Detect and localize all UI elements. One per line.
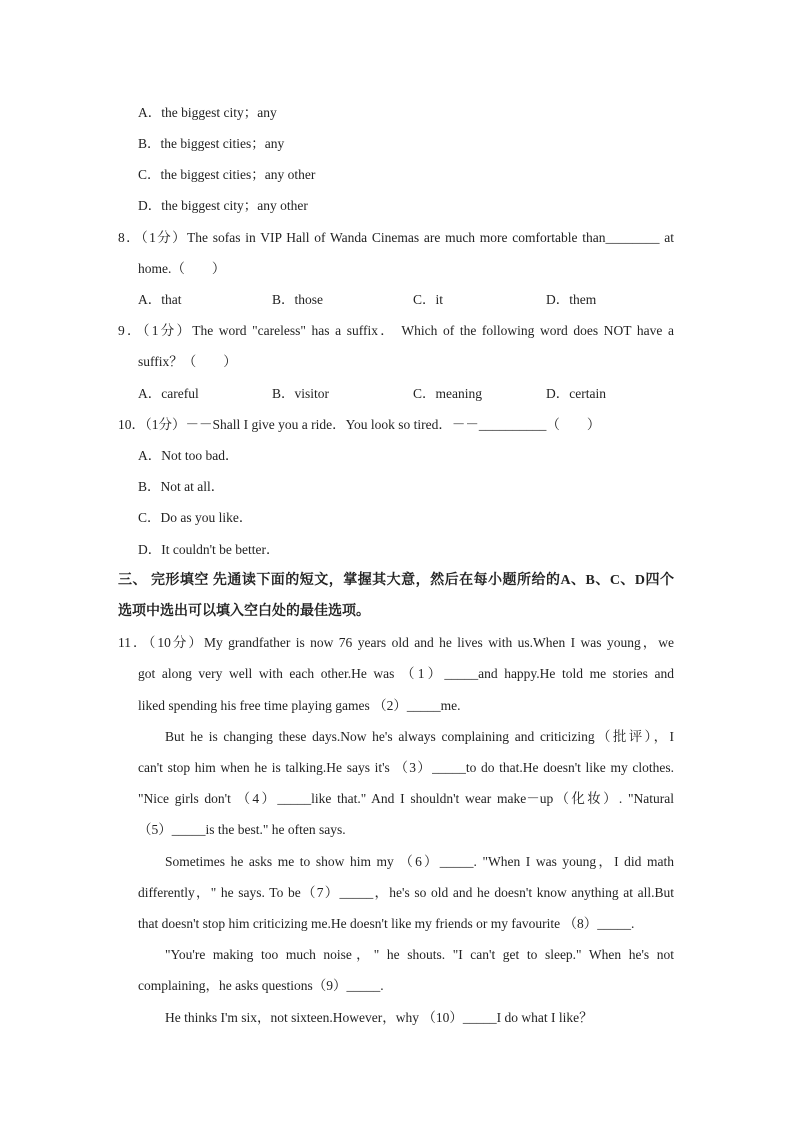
q11-line-8: Sometimes he asks me to show him my （6）_____. "When I was young，I did math — [165, 854, 674, 869]
q11-line-3: liked spending his free time playing games （2）_____me. — [138, 698, 461, 713]
q11-line-1: 11．（10分）My grandfather is now 76 years old and he lives with us.When I was young，we — [118, 635, 674, 650]
q11-line-13: He thinks I'm six，not sixteen.However，why （10）_____I do what I like？ — [165, 1010, 593, 1025]
q8-option-c[interactable]: C．it — [413, 292, 444, 307]
q10-option-c[interactable]: C．Do as you like． — [138, 510, 253, 525]
q9-option-b[interactable]: B．visitor — [272, 386, 330, 401]
q11-line-4: But he is changing these days.Now he's always complaining and criticizing（批评），I — [165, 729, 674, 744]
q10-option-b[interactable]: B．Not at all． — [138, 479, 225, 494]
q11-line-12: complaining，he asks questions（9）_____. — [138, 978, 384, 993]
section-heading-line2: 选项中选出可以填入空白处的最佳选项。 — [118, 604, 370, 619]
q9-stem-line1: 9．（1分）The word "careless" has a suffix． Which of the following word does NOT have a — [118, 323, 674, 338]
q10-option-a[interactable]: A．Not too bad． — [138, 448, 239, 463]
q9-stem-line2: suffix？（ ） — [138, 354, 237, 369]
q11-line-6: "Nice girls don't （4）_____like that." And I shouldn't wear make－up（化妆）. "Natural — [138, 791, 674, 806]
q7-option-a[interactable]: A．the biggest city；any — [138, 105, 277, 120]
q8-option-a[interactable]: A．that — [138, 292, 182, 307]
q8-option-b[interactable]: B．those — [272, 292, 324, 307]
q9-option-d[interactable]: D．certain — [546, 386, 606, 401]
q9-option-c[interactable]: C．meaning — [413, 386, 482, 401]
q7-option-d[interactable]: D．the biggest city；any other — [138, 198, 308, 213]
q8-option-d[interactable]: D．them — [546, 292, 597, 307]
q11-line-9: differently，" he says. To be（7）_____，he's so old and he doesn't know anything at all.But — [138, 885, 674, 900]
q11-line-10: that doesn't stop him criticizing me.He doesn't like my friends or my favourite （8）_____. — [138, 916, 635, 931]
q8-stem-line1: 8．（1分）The sofas in VIP Hall of Wanda Cinemas are much more comfortable than________ at — [118, 230, 674, 245]
section-heading-line1: 三、 完形填空 先通读下面的短文，掌握其大意，然后在每小题所给的A、B、C、D四个 — [118, 573, 674, 588]
q10-stem: 10．（1分）－－Shall I give you a ride．You look so tired．－－__________（ ） — [118, 417, 601, 432]
q11-line-11: "You're making too much noise，" he shouts. "I can't get to sleep." When he's not — [165, 947, 674, 962]
q7-option-b[interactable]: B．the biggest cities；any — [138, 136, 285, 151]
q7-option-c[interactable]: C．the biggest cities；any other — [138, 167, 316, 182]
q10-option-d[interactable]: D．It couldn't be better． — [138, 542, 280, 557]
q9-option-a[interactable]: A．careful — [138, 386, 199, 401]
q8-stem-line2: home.（ ） — [138, 261, 226, 276]
q11-line-7: （5）_____is the best." he often says. — [138, 822, 346, 837]
q11-line-2: got along very well with each other.He was （1）_____and happy.He told me stories and — [138, 666, 674, 681]
q11-line-5: can't stop him when he is talking.He says it's （3）_____to do that.He doesn't like my clothes. — [138, 760, 674, 775]
